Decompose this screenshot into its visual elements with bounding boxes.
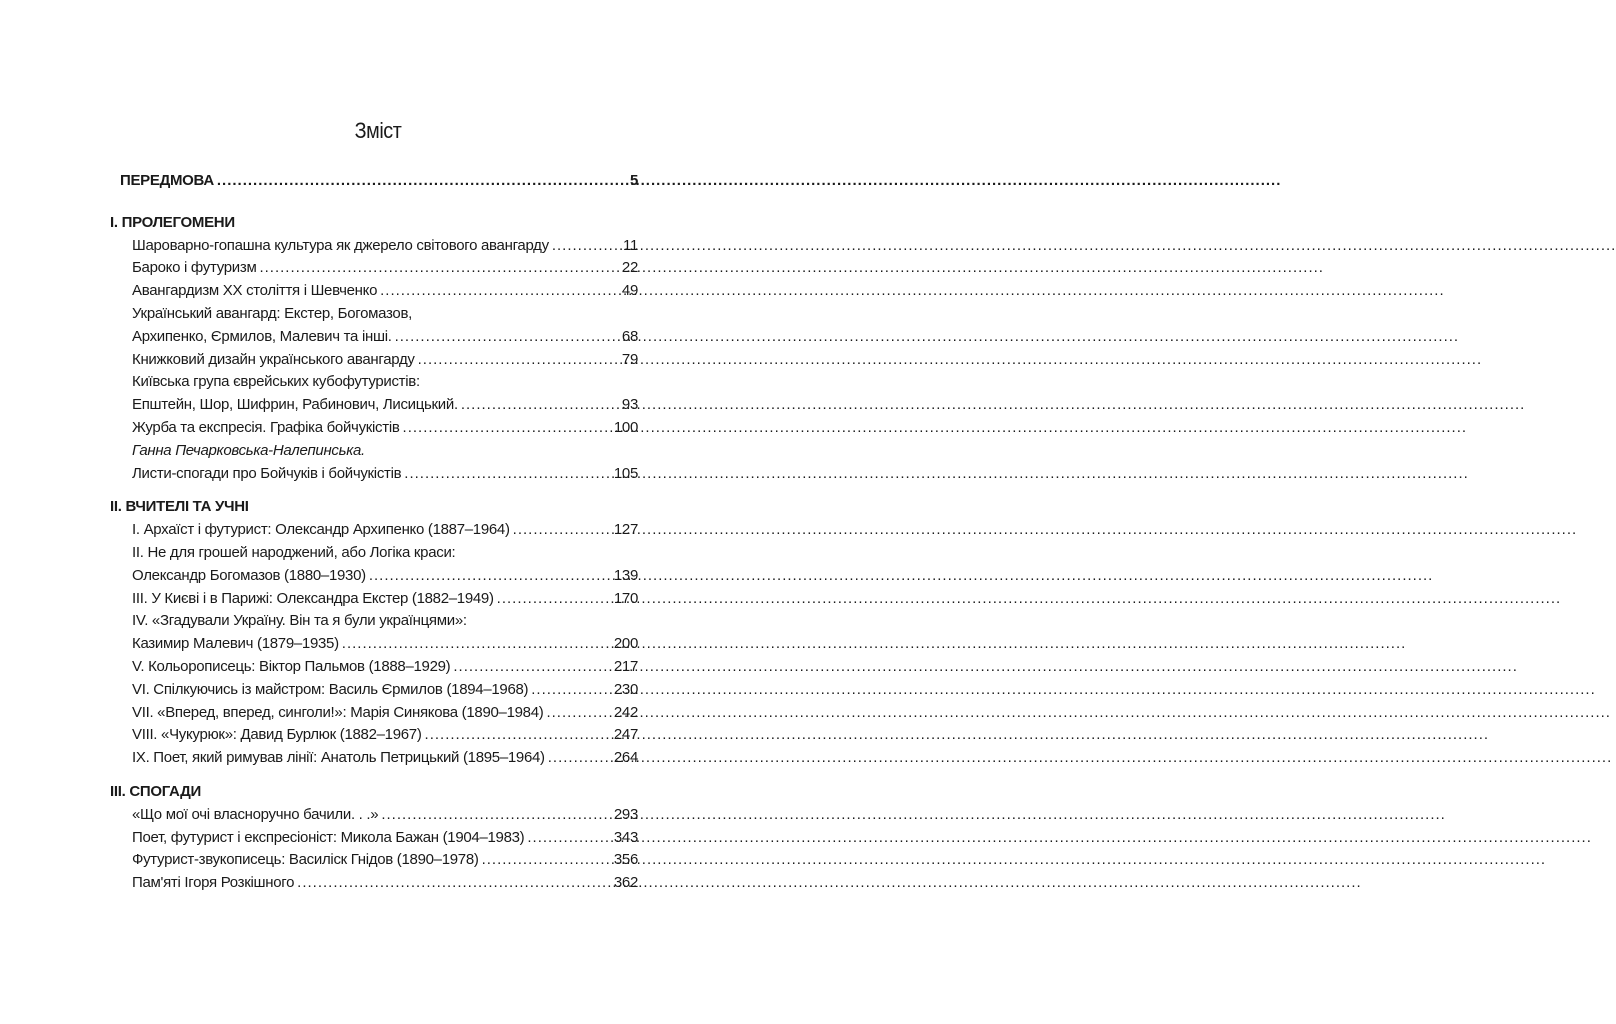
toc-entry-page: 79 [621,350,638,368]
toc-entry-page: 362 [613,874,638,892]
dot-leader [527,827,611,850]
toc-entry-title: VI. Спілкуючись із майстром: Василь Єрмилов (1894–1968) [132,680,529,698]
dot-leader [404,463,611,486]
toc-entry[interactable] [132,702,638,725]
toc-entry-page: 264 [613,749,638,767]
toc-entry-title: Авангардизм ХХ століття і Шевченко [132,282,378,300]
toc-entry[interactable] [132,804,638,827]
toc-entry[interactable] [132,588,638,611]
toc-entry-page: 100 [613,418,638,436]
dot-leader [259,257,617,280]
toc-entry-title: IX. Поет, який римував лінії: Анатоль Петрицький (1895–1964) [132,749,545,767]
toc-entry-title: III. У Києві і в Парижі: Олександра Екстер (1882–1949) [132,589,494,607]
dot-leader [552,235,617,258]
toc-entry-page: 343 [613,828,638,846]
dot-leader [453,656,610,679]
toc-entry[interactable] [132,394,638,417]
toc-entry[interactable] [132,463,638,486]
toc-entry-title: VII. «Вперед, вперед, синголи!»: Марія Синякова (1890–1984) [132,703,544,721]
toc-entry-page: 200 [613,635,638,653]
toc-entry-page: 139 [613,566,638,584]
toc-entry-title: Книжковий дизайн українського авангарду [132,350,415,368]
toc-entry-page: 93 [621,396,638,414]
toc-entry-page: 230 [613,680,638,698]
toc-entry[interactable] [132,235,638,258]
toc-entry[interactable] [132,565,638,588]
toc-entry[interactable] [132,679,638,702]
toc-entry[interactable] [132,724,638,747]
toc-entry-title: Листи-спогади про Бойчуків і бойчукістів [132,464,402,482]
toc-entry-title: Епштейн, Шор, Шифрин, Рабинович, Лисицький. [132,396,458,414]
toc-entry-title: Олександр Богомазов (1880–1930) [132,566,366,584]
dot-leader [297,872,611,895]
toc-entry-title: Казимир Малевич (1879–1935) [132,635,339,653]
section-heading: III. СПОГАДИ [110,782,201,800]
toc-entry[interactable] [132,257,638,280]
toc-entry-page: 293 [613,805,638,823]
toc-entry-title: Журба та експресія. Графіка бойчукістів [132,418,400,436]
toc-entry[interactable] [132,827,638,850]
toc-entry-title: Поет, футурист і експресіоніст: Микола Бажан (1904–1983) [132,828,525,846]
toc-entry-title: Шароварно-гопашна культура як джерело світового авангарду [132,236,549,254]
toc-entry-title: ПЕРЕДМОВА [120,172,214,189]
toc-entry-author: Ганна Печарковська-Налепинська. [132,441,365,459]
toc-entry-page: 127 [613,521,638,539]
toc-entry[interactable] [132,417,638,440]
dot-leader [217,170,617,193]
toc-entry-page: 170 [613,589,638,607]
toc-entry[interactable] [132,633,638,656]
dot-leader [531,679,611,702]
toc-entry-page: 49 [621,282,638,300]
toc-entry-continuation: Український авангард: Екстер, Богомазов, [132,304,412,322]
toc-entry[interactable] [132,280,638,303]
toc-entry-title: Футурист-звукописець: Василіск Гнідов (1890–1978) [132,851,479,869]
toc-entry[interactable] [132,656,638,679]
toc-entry[interactable] [132,519,638,542]
dot-leader [380,280,617,303]
toc-entry-page: 11 [623,236,638,254]
toc-entry-title: Бароко і футуризм [132,259,257,277]
dot-leader [513,519,611,542]
toc-entry-title: «Що мої очі власноручно бачили. . .» [132,805,379,823]
dot-leader [425,724,611,747]
toc-entry-title: VIII. «Чукурюк»: Давид Бурлюк (1882–1967) [132,726,422,744]
dot-leader [497,588,611,611]
toc-entry-page: 68 [621,327,638,345]
toc-entry[interactable] [132,747,638,770]
toc-entry-page: 105 [613,464,638,482]
dot-leader [418,349,617,372]
section-heading: I. ПРОЛЕГОМЕНИ [110,213,235,231]
dot-leader [548,747,611,770]
dot-leader [342,633,611,656]
dot-leader [482,849,611,872]
dot-leader [403,417,611,440]
toc-entry-continuation: IV. «Згадували Україну. Він та я були українцями»: [132,612,467,630]
toc-entry-title: Пам'яті Ігоря Розкішного [132,874,295,892]
toc-entry-title: Архипенко, Єрмилов, Малевич та інші. [132,327,392,345]
toc-entry-page: 22 [621,259,638,277]
section-heading: II. ВЧИТЕЛІ ТА УЧНІ [110,498,249,516]
dot-leader [369,565,611,588]
toc-entry-page: 242 [613,703,638,721]
toc-entry-title: V. Кольорописець: Віктор Пальмов (1888–1929) [132,657,451,675]
dot-leader [381,804,611,827]
dot-leader [461,394,617,417]
toc-entry-continuation: Київська група єврейських кубофутуристів: [132,373,420,391]
page-title: Зміст [354,118,402,143]
toc-entry[interactable] [132,872,638,895]
dot-leader [546,702,610,725]
toc-entry[interactable] [132,326,638,349]
toc-entry-preface[interactable] [110,170,638,193]
toc-entry-page: 356 [613,851,638,869]
table-of-contents [110,170,638,895]
toc-entry-page: 247 [613,726,638,744]
dot-leader [395,326,617,349]
spacer [110,193,638,201]
toc-entry-title: I. Архаїст і футурист: Олександр Архипенко (1887–1964) [132,521,510,539]
toc-entry-page: 217 [613,657,638,675]
toc-entry-continuation: II. Не для грошей народжений, або Логіка краси: [132,543,456,561]
toc-entry-page: 5 [629,172,638,189]
toc-entry[interactable] [132,349,638,372]
toc-entry[interactable] [132,849,638,872]
